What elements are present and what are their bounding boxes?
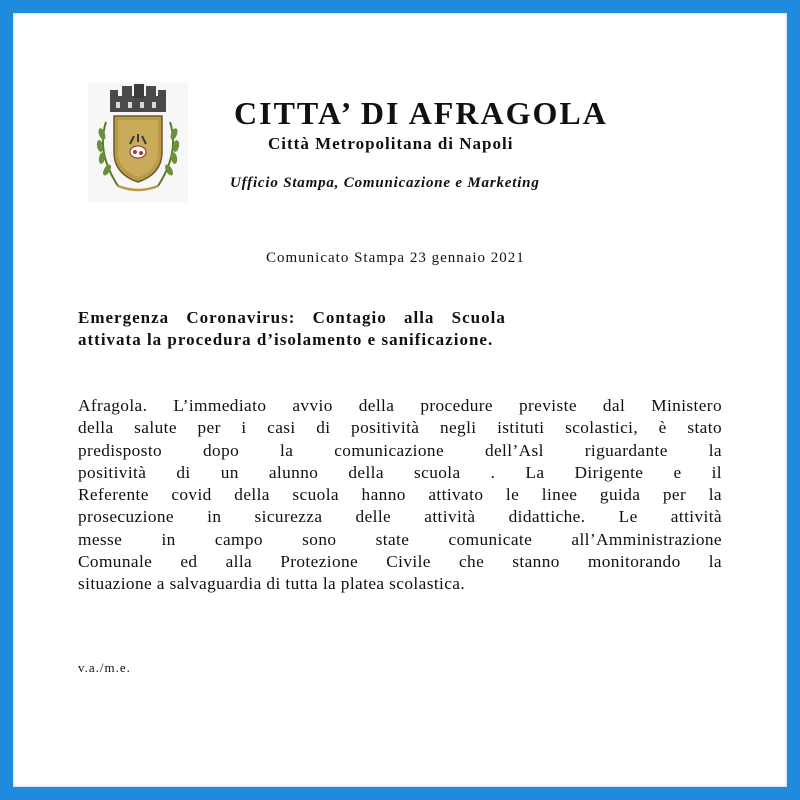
headline [78,307,638,351]
body-line: Comunale ed alla Protezione Civile che stanno monitorando la [78,552,722,572]
office-name: Ufficio Stampa, Comunicazione e Marketing [230,175,540,191]
signature: v.a./m.e. [78,660,131,675]
metro-subtitle: Città Metropolitana di Napoli [268,134,514,153]
body-line: situazione a salvaguardia di tutta la platea scolastica. [78,574,466,594]
body-line: della salute per i casi di positività negli istituti scolastici, è stato [78,418,722,438]
body-line: predisposto dopo la comunicazione dell’Asl riguardante la [78,440,722,460]
body-line: Afragola. L’immediato avvio della procedure previste dal Ministero [78,396,722,415]
body-line: prosecuzione in sicurezza delle attività didattiche. Le attività [78,507,722,527]
city-title: CITTA’ DI AFRAGOLA [234,95,608,131]
headline-line-2: attivata la procedura d’isolamento e sanificazione. [78,330,494,349]
body-line: Referente covid della scuola hanno attivato le linee guida per la [78,485,722,505]
headline-line-1: Emergenza Coronavirus: Contagio alla Scuola [78,308,506,327]
city-crest-icon [88,82,188,202]
body-line: messe in campo sono state comunicate all’Amministrazione [78,529,722,549]
body-text [78,395,722,596]
body-line: positività di un alunno della scuola . La Dirigente e il [78,462,722,482]
press-release-date: Comunicato Stampa 23 gennaio 2021 [266,250,525,266]
